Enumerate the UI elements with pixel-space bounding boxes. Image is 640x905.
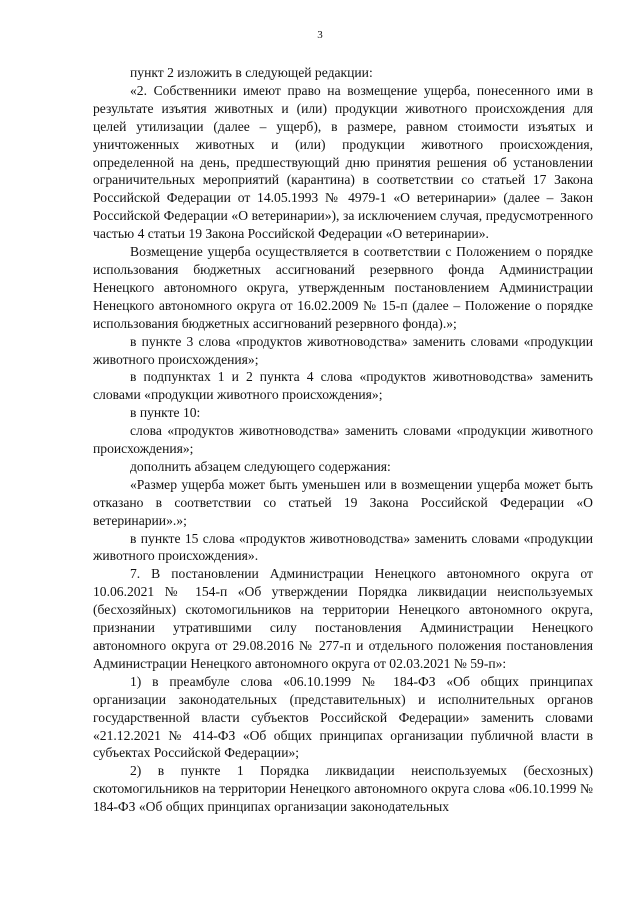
paragraph-subitem-1: 1) в преамбуле слова «06.10.1999 № 184-ФЗ «Об общих принципах организации законодательных (представительных) и исполнительных органов государственной власти субъектов Российской Федерации» заменить словами «21.12.2021 № 414-ФЗ «Об общих принципах организации публичной власти в субъектах Российской Федерации»; [93, 673, 593, 761]
paragraph-subitem-2: 2) в пункте 1 Порядка ликвидации неиспользуемых (бесхозных) скотомогильников на территории Ненецкого автономного округа слова «06.10.1999 № 184-ФЗ «Об общих принципах организации законодательных [93, 763, 593, 815]
paragraph-add-abzac: дополнить абзацем следующего содержания: [130, 458, 391, 474]
document-body [93, 64, 593, 816]
paragraph-damage-reduction: «Размер ущерба может быть уменьшен или в возмещении ущерба может быть отказано в соответствии со статьей 19 Закона Российской Федерации «О ветеринарии».»; [93, 476, 593, 528]
paragraph-item-2-intro: пункт 2 изложить в следующей редакции: [130, 65, 373, 80]
paragraph-reserve-fund: Возмещение ущерба осуществляется в соответствии с Положением о порядке использования бюджетных ассигнований резервного фонда Администрации Ненецкого автономного округа, утвержденным постановлением Администрации Ненецкого автономного округа от 16.02.2009 № 15-п (далее – Положение о порядке использования бюджетных ассигнований резервного фонда).»; [93, 244, 593, 331]
page-number: 3 [317, 29, 323, 41]
paragraph-item-15-change: в пункте 15 слова «продуктов животноводства» заменить словами «продукции животного происхождения». [93, 530, 593, 564]
paragraph-section-7: 7. В постановлении Администрации Ненецкого автономного округа от 10.06.2021 № 154-п «Об утверждении Порядка ликвидации неиспользуемых (бесхозяйных) скотомогильников на территории Ненецкого автономного округа, признании утратившими силу постановления Администрации Ненецкого автономного округа от 29.08.2016 № 277-п и отдельного положения постановления Администрации Ненецкого автономного округа от 02.03.2021 № 59-п»: [93, 566, 593, 671]
paragraph-item-10-intro: в пункте 10: [130, 405, 201, 421]
paragraph-item-3-change: в пункте 3 слова «продуктов животноводства» заменить словами «продукции животного происхождения»; [93, 333, 593, 367]
paragraph-item-10-words: слова «продуктов животноводства» заменить словами «продукции животного происхождения»; [93, 423, 593, 457]
paragraph-item-4-change: в подпунктах 1 и 2 пункта 4 слова «продуктов животноводства» заменить словами «продукции животного происхождения»; [93, 369, 593, 403]
paragraph-damage-compensation-right: «2. Собственники имеют право на возмещение ущерба, понесенного ими в результате изъятия животных и (или) продукции животного происхождения для целей утилизации (далее – ущерб), в размере, равном стоимости изъятых и уничтоженных животных и (или) продукции животного происхождения, определенной на день, предшествующий дню принятия решения об установлении ограничительных мероприятий (карантина) в соответствии со статьей 17 Закона Российской Федерации от 14.05.1993 № 4979-1 «О ветеринарии» (далее – Закон Российской Федерации «О ветеринарии»), за исключением случая, предусмотренного частью 4 статьи 19 Закона Российской Федерации «О ветеринарии». [93, 82, 593, 242]
